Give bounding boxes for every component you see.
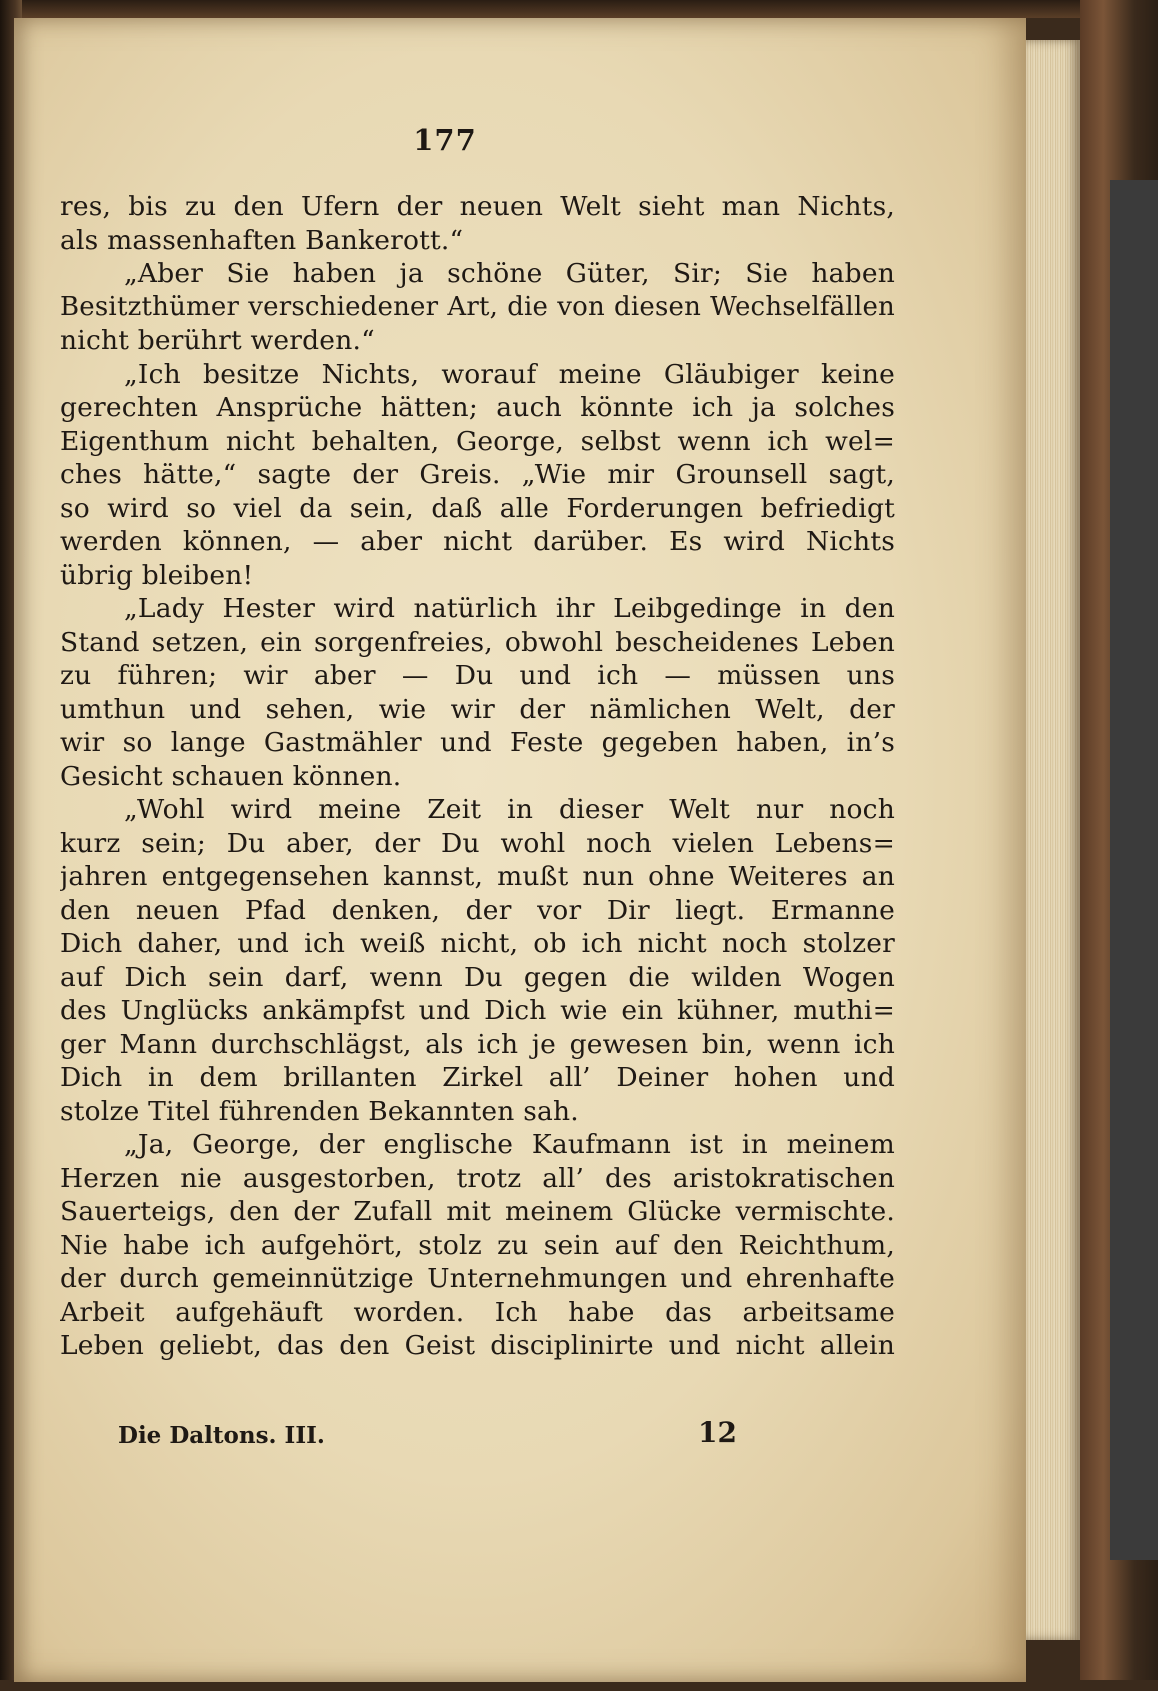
text-line: gerechten Ansprüche hätten; auch könnte ich ja solches — [60, 392, 895, 423]
page-footer — [118, 1416, 778, 1462]
text-line: Dich daher, und ich weiß nicht, ob ich nicht noch stolzer — [60, 928, 895, 959]
text-line: ger Mann durchschlägst, als ich je gewesen bin, wenn ich — [60, 1028, 895, 1060]
text-line: ches hätte,“ sagte der Greis. „Wie mir Grounsell sagt, — [60, 459, 895, 490]
text-line: stolze Titel führenden Bekannten sah. — [60, 1095, 579, 1127]
footer-sheet-number: 12 — [698, 1416, 737, 1449]
body-text — [60, 190, 895, 1363]
text-line: Besitzthümer verschiedener Art, die von diesen Wechselfällen — [60, 291, 895, 322]
footer-signature: Die Daltons. III. — [118, 1422, 325, 1449]
text-line: übrig bleiben! — [60, 559, 254, 591]
page-edges — [1026, 40, 1080, 1640]
text-line: Sauerteigs, den der Zufall mit meinem Glücke vermischte. — [60, 1196, 895, 1227]
text-line: Gesicht schauen können. — [60, 760, 402, 792]
text-line: umthun und sehen, wie wir der nämlichen Welt, der — [60, 693, 895, 725]
text-line: nicht berührt werden.“ — [60, 325, 375, 356]
text-line: „Wohl wird meine Zeit in dieser Welt nur noch — [124, 794, 895, 825]
text-line: so wird so viel da sein, daß alle Forderungen befriedigt — [60, 492, 895, 524]
book-cover-strip — [1110, 180, 1158, 1560]
text-line: den neuen Pfad denken, der vor Dir liegt. Ermanne — [60, 894, 895, 926]
page-number: 177 — [413, 123, 477, 157]
text-line: als massenhaften Bankerott.“ — [60, 224, 464, 256]
text-line: kurz sein; Du aber, der Du wohl noch vielen Lebens= — [60, 827, 895, 859]
text-line: res, bis zu den Ufern der neuen Welt sieht man Nichts, — [60, 191, 895, 222]
text-line: werden können, — aber nicht darüber. Es wird Nichts — [60, 526, 895, 557]
text-line: Arbeit aufgehäuft worden. Ich habe das arbeitsame — [60, 1296, 895, 1328]
text-line: zu führen; wir aber — Du und ich — müssen uns — [60, 660, 895, 691]
text-line: wir so lange Gastmähler und Feste gegeben haben, in’s — [60, 727, 895, 758]
text-line: des Unglücks ankämpfst und Dich wie ein kühner, muthi= — [60, 995, 895, 1026]
text-line: Stand setzen, ein sorgenfreies, obwohl bescheidenes Leben — [60, 626, 895, 658]
text-line: Herzen nie ausgestorben, trotz all’ des aristokratischen — [60, 1162, 895, 1194]
text-line: jahren entgegensehen kannst, mußt nun ohne Weiteres an — [60, 861, 895, 892]
text-line: „Ja, George, der englische Kaufmann ist in meinem — [124, 1129, 895, 1160]
text-line: der durch gemeinnützige Unternehmungen und ehrenhafte — [60, 1263, 895, 1294]
text-line: „Aber Sie haben ja schöne Güter, Sir; Sie haben — [124, 258, 895, 289]
text-line: auf Dich sein darf, wenn Du gegen die wilden Wogen — [60, 961, 895, 993]
text-line: Nie habe ich aufgehört, stolz zu sein auf den Reichthum, — [60, 1229, 895, 1261]
text-line: Leben geliebt, das den Geist disciplinirte und nicht allein — [60, 1330, 895, 1361]
text-line: Eigenthum nicht behalten, George, selbst wenn ich wel= — [60, 425, 895, 457]
text-line: „Ich besitze Nichts, worauf meine Gläubiger keine — [124, 358, 895, 390]
text-line: Dich in dem brillanten Zirkel all’ Deiner hohen und — [60, 1062, 895, 1093]
book-cover-top — [0, 0, 1158, 18]
text-line: „Lady Hester wird natürlich ihr Leibgedinge in den — [124, 593, 895, 624]
